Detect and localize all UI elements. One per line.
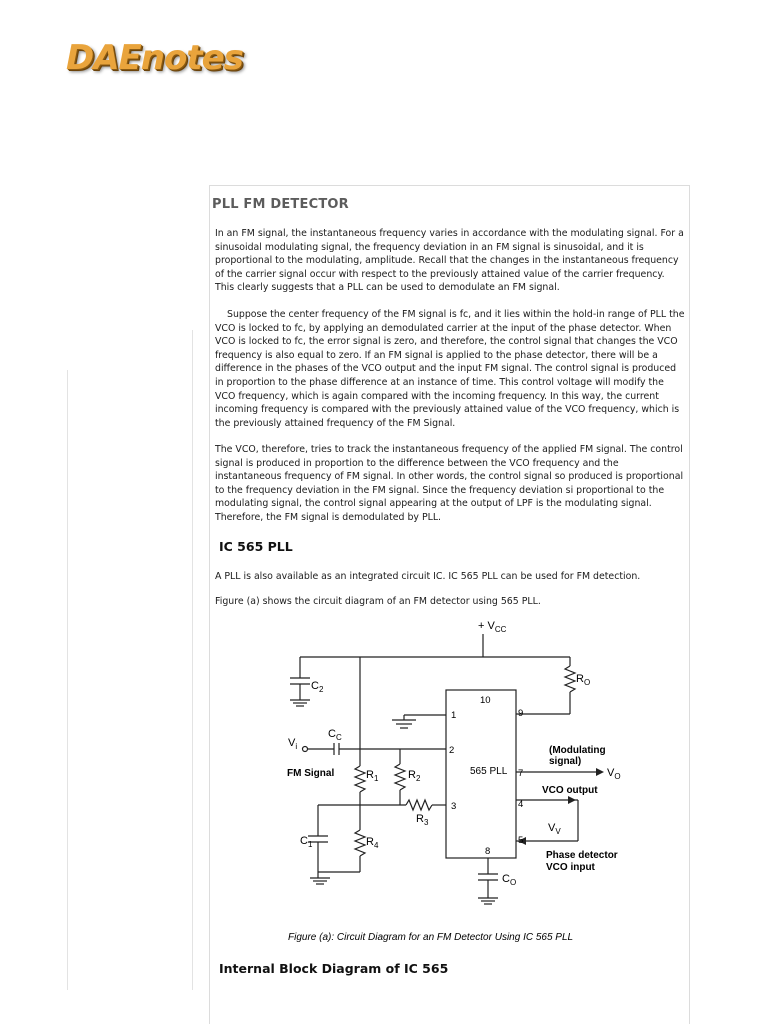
pin-4-label: 4 xyxy=(518,799,524,810)
vo-label: $V_O$ xyxy=(607,767,621,781)
c1-label: $C_1$ xyxy=(300,835,313,849)
cc-label: $C_C$ xyxy=(328,728,342,742)
ro-label: $R_O$ xyxy=(576,673,591,687)
co-label: $C_O$ xyxy=(502,873,517,887)
pin-7-label: 7 xyxy=(518,768,524,779)
vi-label: $V_i$ xyxy=(288,737,298,751)
pin-9-label: 8 xyxy=(485,846,491,857)
section-heading-ic565: IC 565 PLL xyxy=(219,539,293,554)
pin-3-label: 3 xyxy=(451,801,457,812)
modulating-label-line1: (Modulating xyxy=(549,745,606,756)
paragraph-figure-intro: Figure (a) shows the circuit diagram of an FM detector using 565 PLL. xyxy=(215,596,541,607)
pin-1-label: 1 xyxy=(451,710,457,721)
figure-caption: Figure (a): Circuit Diagram for an FM Detector Using IC 565 PLL xyxy=(288,932,574,943)
phase-detector-label: Phase detector xyxy=(546,850,618,861)
vco-output-label: VCO output xyxy=(542,785,598,796)
pin-8-label: 9 xyxy=(518,708,524,719)
vco-input-label: VCO input xyxy=(546,862,595,873)
ic-565-label: 565 PLL xyxy=(470,766,508,777)
r4-label: $R_4$ xyxy=(366,836,379,850)
c2-label: $C_2$ xyxy=(311,680,324,694)
pin-5-label: 5 xyxy=(518,835,524,846)
vcc-label: + $V_{CC}$ xyxy=(478,620,507,634)
sidebar-divider xyxy=(67,370,68,990)
paragraph-ic-available: A PLL is also available as an integrated circuit IC. IC 565 PLL can be used for FM detection. xyxy=(215,571,641,582)
paragraph-fm-intro: In an FM signal, the instantaneous frequency varies in accordance with the modulating signal. For a sinusoidal modulating signal, the frequency deviation in an FM signal is sinusoidal, and it is proportional to the modulating, amplitude. Recall that the changes in the instantaneous frequency of the carrier signal occur with respect to the previously attained value of the carrier frequency. This clearly suggests that a PLL can be used to demodulate an FM signal. xyxy=(215,228,684,294)
r1-label: $R_1$ xyxy=(366,769,379,783)
signal-arrows xyxy=(518,768,604,845)
modulating-label-line2: signal) xyxy=(549,756,582,767)
paragraph-vco-tracking: The VCO, therefore, tries to track the instantaneous frequency of the applied FM signal. The control signal is produced in proportion to the difference between the VCO frequency and the instantaneous frequency of FM signal. In other words, the control signal so produced is proportional to the frequency deviation in the FM signal. Since the frequency deviation si proportional to the modulating signal, the control signal appearing at the output of LPF is the modulating signal. Therefore, the FM signal is demodulated by PLL. xyxy=(215,444,684,523)
pin-10-label: 10 xyxy=(480,695,491,706)
section-heading-internal-block: Internal Block Diagram of IC 565 xyxy=(219,961,449,976)
article-title: PLL FM DETECTOR xyxy=(212,197,349,212)
daenotes-logo[interactable]: DAEnotes xyxy=(66,38,243,78)
r3-label: $R_3$ xyxy=(416,813,429,827)
fm-signal-label: FM Signal xyxy=(287,768,335,779)
r2-label: $R_2$ xyxy=(408,769,421,783)
content-divider xyxy=(192,330,193,990)
vv-label: $V_V$ xyxy=(548,822,561,836)
fm-detector-circuit-diagram xyxy=(280,610,640,950)
pin-2-label: 2 xyxy=(449,745,455,756)
paragraph-center-frequency: Suppose the center frequency of the FM signal is fc, and it lies within the hold-in range of PLL the VCO is locked to fc, by applying an demodulated carrier at the input of the phase detector. When VCO is locked to fc, the error signal is zero, and therefore, the control signal that changes the VCO frequency is also equal to zero. If an FM signal is applied to the phase detector, there will be a difference in the phases of the VCO output and the input FM signal. The control signal is produced in proportion to the phase difference at an instance of time. This control voltage will modify the VCO frequency, which is again compared with the incoming frequency. In this way, the current incoming frequency is compared with the previously attained value of the VCO frequency, which is the previously attained frequency of the FM Signal. xyxy=(215,309,685,429)
